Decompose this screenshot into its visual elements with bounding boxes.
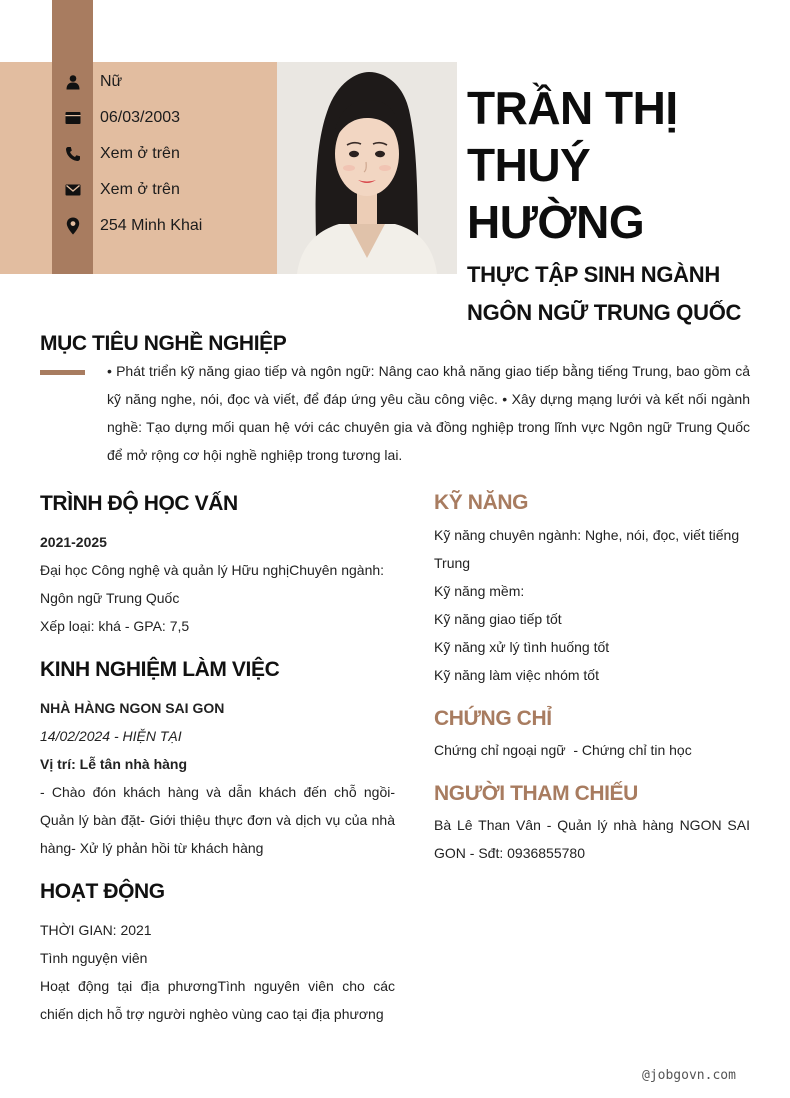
- location-pin-icon: [62, 215, 84, 237]
- objective-accent-bar: [40, 370, 85, 375]
- contact-phone[interactable]: [0, 136, 277, 172]
- certificates-title: CHỨNG CHỈ: [434, 707, 552, 730]
- gender-value: Nữ: [100, 73, 123, 90]
- education-period: 2021-2025: [40, 534, 107, 550]
- activities-role: Tình nguyện viên: [40, 950, 148, 966]
- education-grade: Xếp loại: khá - GPA: 7,5: [40, 618, 190, 634]
- skill-item: Kỹ năng làm việc nhóm tốt: [434, 667, 599, 683]
- phone-icon: [62, 143, 84, 165]
- skill-item: Kỹ năng xử lý tình huống tốt: [434, 639, 610, 655]
- education-major: Ngôn ngữ Trung Quốc: [40, 590, 180, 606]
- address-value: 254 Minh Khai: [100, 217, 203, 234]
- activities-title: HOẠT ĐỘNG: [40, 880, 165, 903]
- skills-title: KỸ NĂNG: [434, 491, 529, 514]
- person-icon: [62, 71, 84, 93]
- phone-value: Xem ở trên: [100, 145, 180, 162]
- job-title: THỰC TẬP SINH NGÀNH NGÔN NGỮ TRUNG QUỐC: [467, 262, 742, 325]
- profile-photo: [277, 62, 457, 274]
- contact-address: [0, 208, 277, 244]
- skill-item: Kỹ năng mềm:: [434, 583, 525, 599]
- mail-icon: [62, 179, 84, 201]
- candidate-name: TRẦN THỊ THUÝ HƯỜNG: [467, 82, 678, 248]
- contact-birthday: [0, 100, 277, 136]
- education-title: TRÌNH ĐỘ HỌC VẤN: [40, 492, 238, 515]
- calendar-icon: [62, 107, 84, 129]
- skill-item: Kỹ năng chuyên ngành: Nghe, nói, đọc, viết tiếng Trung: [434, 527, 740, 571]
- experience-description: - Chào đón khách hàng và dẫn khách đến chỗ ngồi- Quản lý bàn đặt- Giới thiệu thực đơn và dịch vụ của nhà hàng- Xử lý phản hồi từ khách hàng: [40, 784, 395, 856]
- certificates-text: Chứng chỉ ngoại ngữ - Chứng chỉ tin học: [434, 742, 692, 758]
- birthday-value: 06/03/2003: [100, 109, 181, 126]
- experience-title: KINH NGHIỆM LÀM VIỆC: [40, 658, 280, 681]
- email-value: Xem ở trên: [100, 181, 180, 198]
- references-text: Bà Lê Than Vân - Quản lý nhà hàng NGON SAI GON - Sđt: 0936855780: [434, 817, 750, 861]
- skill-item: Kỹ năng giao tiếp tốt: [434, 611, 562, 627]
- objective-text: • Phát triển kỹ năng giao tiếp và ngôn ngữ: Nâng cao khả năng giao tiếp bằng tiếng Trung, bao gồm cả kỹ năng nghe, nói, đọc và viết, để đáp ứng yêu cầu công việc. • Xây dựng mạng lưới và kết nối ngành nghề: Tạo dựng mối quan hệ với các chuyên gia và đồng nghiệp trong lĩnh vực Ngôn ngữ Trung Quốc để mở rộng cơ hội nghề nghiệp trong tương lai.: [107, 363, 750, 463]
- objective-title: MỤC TIÊU NGHỀ NGHIỆP: [40, 332, 287, 355]
- references-title: NGƯỜI THAM CHIẾU: [434, 782, 638, 805]
- contact-gender: [0, 64, 277, 100]
- experience-position: Vị trí: Lễ tân nhà hàng: [40, 756, 188, 772]
- activities-time: THỜI GIAN: 2021: [40, 922, 152, 938]
- activities-description: Hoạt động tại địa phươngTình nguyên viên cho các chiến dịch hỗ trợ người nghèo vùng cao tại địa phương: [40, 978, 395, 1022]
- contact-email[interactable]: [0, 172, 277, 208]
- education-school: Đại học Công nghệ và quản lý Hữu nghịChuyên ngành:: [40, 562, 385, 578]
- experience-period: 14/02/2024 - HIỆN TẠI: [40, 728, 182, 744]
- footer-watermark: @jobgovn.com: [642, 1068, 736, 1083]
- experience-company: NHÀ HÀNG NGON SAI GON: [40, 700, 225, 716]
